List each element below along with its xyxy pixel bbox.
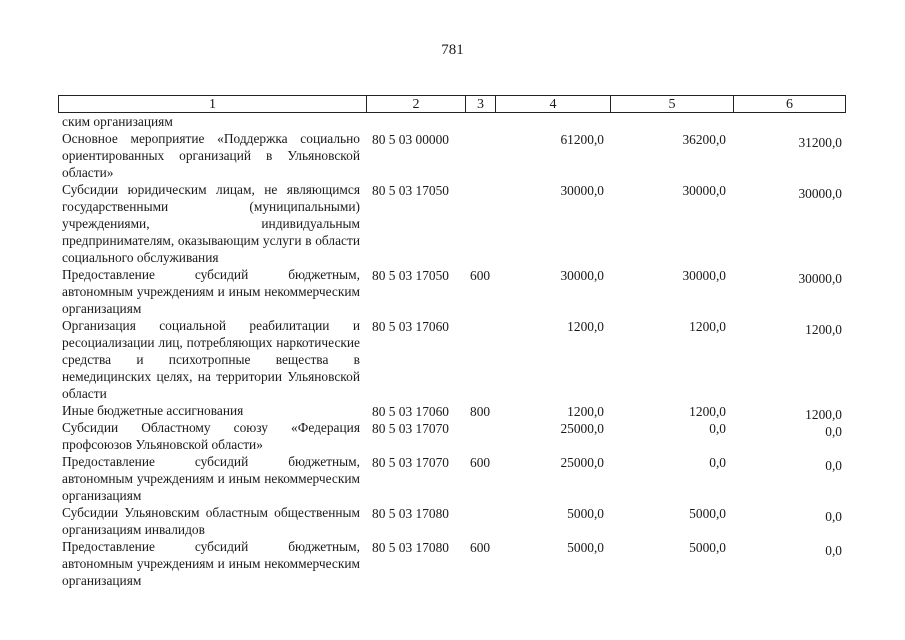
header-col-1: 1: [59, 96, 367, 112]
row-name: Субсидии Областному союзу «Федерация профсоюзов Ульяновской области»: [62, 420, 360, 452]
page-number: 781: [441, 42, 464, 58]
row-value-5: 30000,0: [682, 268, 726, 283]
row-value-4: 25000,0: [560, 421, 604, 436]
row-value-4: 30000,0: [560, 268, 604, 283]
row-name: Субсидии юридическим лицам, не являющимся государственными (муниципальными) учреждениями, индивидуальным предпринимателям, оказывающим услуги в области социального обслуживания: [62, 182, 360, 265]
row-value-6: 30000,0: [798, 271, 842, 286]
row-value-4: 61200,0: [560, 132, 604, 147]
row-code: 80 5 03 17080: [372, 506, 449, 521]
row-value-5: 5000,0: [689, 506, 726, 521]
row-type: 600: [470, 455, 491, 470]
header-col-5: 5: [611, 96, 734, 112]
table-body: [62, 113, 852, 589]
row-value-4: 5000,0: [567, 540, 604, 555]
row-code: 80 5 03 17080: [372, 540, 449, 555]
header-col-4: 4: [496, 96, 611, 112]
row-value-6: 1200,0: [805, 322, 842, 337]
row-value-6: 0,0: [825, 509, 842, 524]
row-code: 80 5 03 17060: [372, 404, 449, 419]
row-name: Предоставление субсидий бюджетным, автономным учреждениям и иным некоммерческим организациям: [62, 539, 360, 588]
table-row: [62, 266, 852, 317]
table-row: [62, 113, 852, 130]
table-row: [62, 317, 852, 402]
row-code: 80 5 03 17050: [372, 183, 449, 198]
row-value-6: 1200,0: [805, 407, 842, 422]
row-type: 600: [470, 268, 491, 283]
row-value-5: 36200,0: [682, 132, 726, 147]
table-row: [62, 419, 852, 453]
row-name: Предоставление субсидий бюджетным, автономным учреждениям и иным некоммерческим организациям: [62, 454, 360, 503]
table-row: [62, 538, 852, 589]
row-name: Организация социальной реабилитации и ресоциализации лиц, потребляющих наркотические средства и психотропные вещества в немедицинских целях, на территории Ульяновской области: [62, 318, 360, 401]
table-row: [62, 504, 852, 538]
header-col-6: 6: [786, 97, 793, 112]
row-value-4: 30000,0: [560, 183, 604, 198]
table-row: [62, 130, 852, 181]
table-row: [62, 453, 852, 504]
table-header: [58, 95, 846, 113]
row-value-4: 5000,0: [567, 506, 604, 521]
row-value-5: 0,0: [709, 421, 726, 436]
row-value-4: 1200,0: [567, 404, 604, 419]
row-code: 80 5 03 00000: [372, 132, 449, 147]
row-value-4: 1200,0: [567, 319, 604, 334]
header-col-2: 2: [367, 96, 466, 112]
row-value-6: 0,0: [825, 543, 842, 558]
row-value-5: 1200,0: [689, 319, 726, 334]
row-value-5: 0,0: [709, 455, 726, 470]
table-row: [62, 402, 852, 422]
row-name: Предоставление субсидий бюджетным, автономным учреждениям и иным некоммерческим организациям: [62, 267, 360, 316]
row-name: Субсидии Ульяновским областным общественным организациям инвалидов: [62, 505, 360, 537]
row-value-5: 5000,0: [689, 540, 726, 555]
table-row: [62, 181, 852, 266]
row-code: 80 5 03 17050: [372, 268, 449, 283]
row-name: ским организациям: [62, 114, 173, 129]
row-value-4: 25000,0: [560, 455, 604, 470]
row-name: Иные бюджетные ассигнования: [62, 403, 244, 418]
row-value-6: 31200,0: [798, 135, 842, 150]
row-type: 600: [470, 540, 491, 555]
row-code: 80 5 03 17070: [372, 455, 449, 470]
row-type: 800: [470, 404, 491, 419]
row-name: Основное мероприятие «Поддержка социально ориентированных организаций в Ульяновской области»: [62, 131, 360, 180]
row-value-6: 0,0: [825, 424, 842, 439]
row-code: 80 5 03 17060: [372, 319, 449, 334]
row-value-6: 0,0: [825, 458, 842, 473]
row-value-5: 1200,0: [689, 404, 726, 419]
header-col-3: 3: [466, 96, 496, 112]
row-code: 80 5 03 17070: [372, 421, 449, 436]
row-value-5: 30000,0: [682, 183, 726, 198]
row-value-6: 30000,0: [798, 186, 842, 201]
